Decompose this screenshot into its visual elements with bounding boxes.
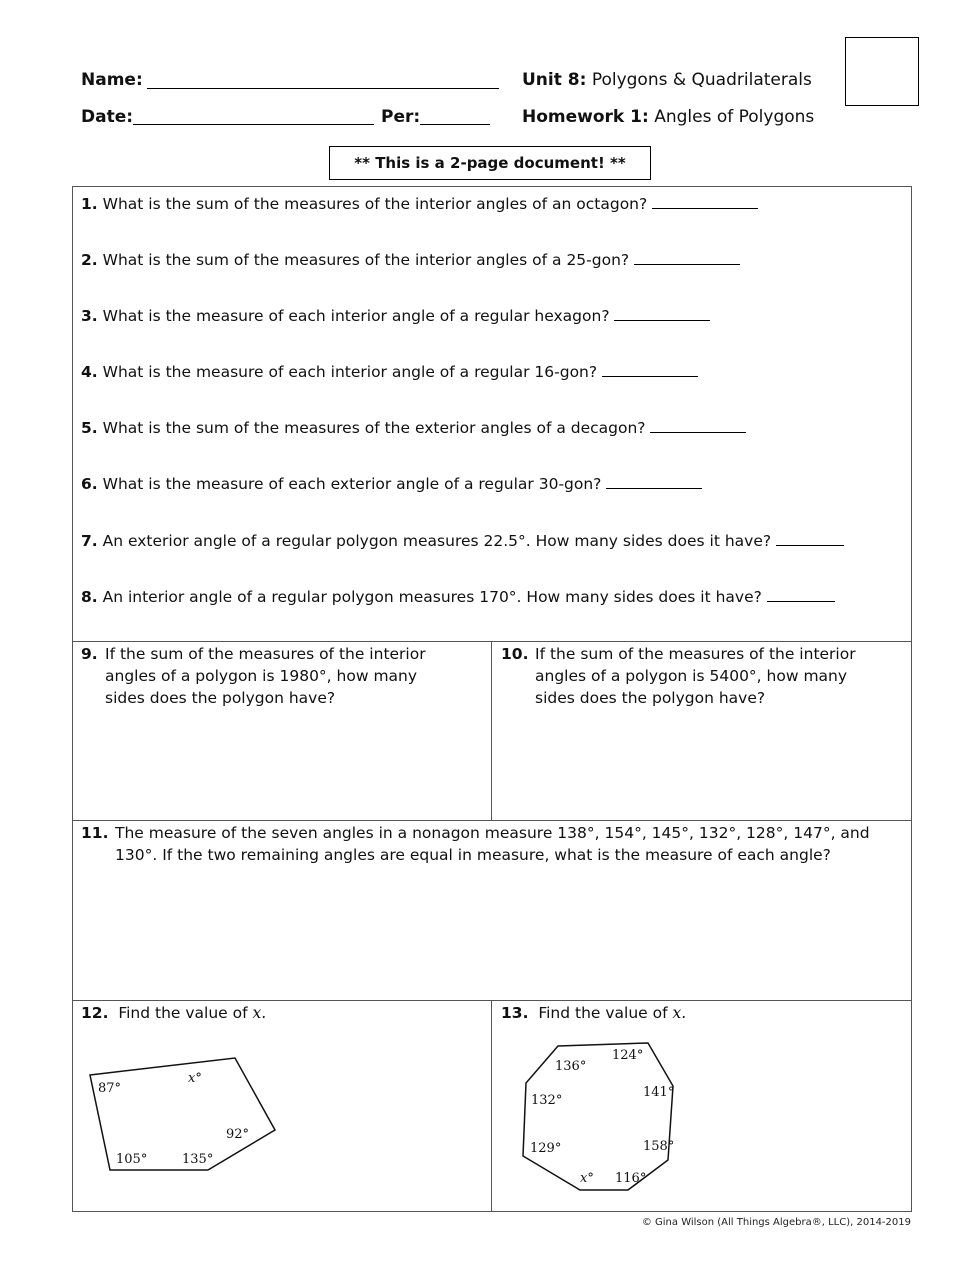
- answer-blank[interactable]: [606, 474, 702, 489]
- angle-label: 129°: [530, 1141, 562, 1156]
- question-11: [81, 822, 901, 866]
- question-number: 1.: [81, 195, 98, 213]
- question-4: [81, 361, 698, 383]
- angle-label: 92°: [226, 1127, 250, 1142]
- angle-label: 135°: [182, 1152, 214, 1167]
- question-text: What is the measure of each exterior angle of a regular 30-gon?: [102, 475, 602, 493]
- question-number: 8.: [81, 588, 98, 606]
- answer-blank[interactable]: [602, 362, 698, 377]
- question-text: What is the measure of each interior angle of a regular hexagon?: [102, 307, 610, 325]
- angle-label: x°: [580, 1171, 594, 1186]
- divider: [72, 820, 912, 821]
- octagon-outline: [523, 1043, 673, 1190]
- divider: [72, 641, 912, 642]
- question-8: [81, 586, 835, 608]
- question-number: 7.: [81, 532, 98, 550]
- question-text: If the sum of the measures of the interior angles of a polygon is 5400°, how many sides does the polygon have?: [535, 645, 856, 707]
- divider: [72, 1000, 912, 1001]
- two-page-notice: ** This is a 2-page document! **: [329, 146, 651, 180]
- question-number: 12.: [81, 1004, 109, 1022]
- question-text: The measure of the seven angles in a nonagon measure 138°, 154°, 145°, 132°, 128°, 147°, and 130°. If the two remaining angles are equal in measure, what is the measure of each angle?: [115, 824, 870, 864]
- question-9: [81, 643, 461, 709]
- answer-blank[interactable]: [652, 194, 758, 209]
- question-text: Find the value of: [118, 1004, 248, 1022]
- question-number: 10.: [501, 645, 529, 663]
- angle-label: 105°: [116, 1152, 148, 1167]
- question-text: If the sum of the measures of the interior angles of a polygon is 1980°, how many sides does the polygon have?: [105, 645, 426, 707]
- homework-heading: [522, 107, 814, 127]
- angle-label: 87°: [98, 1081, 122, 1096]
- question-text: What is the sum of the measures of the interior angles of an octagon?: [102, 195, 648, 213]
- question-number: 5.: [81, 419, 98, 437]
- question-number: 6.: [81, 475, 98, 493]
- question-3: [81, 305, 710, 327]
- angle-label: 124°: [612, 1048, 644, 1063]
- question-7: [81, 530, 844, 552]
- question-number: 2.: [81, 251, 98, 269]
- question-text: Find the value of: [538, 1004, 668, 1022]
- question-number: 3.: [81, 307, 98, 325]
- question-text: What is the sum of the measures of the exterior angles of a decagon?: [102, 419, 646, 437]
- answer-blank[interactable]: [776, 531, 844, 546]
- question-text: An interior angle of a regular polygon measures 170°. How many sides does it have?: [102, 588, 762, 606]
- pentagon-figure: [80, 1040, 280, 1180]
- homework-label: Homework 1:: [522, 107, 649, 127]
- variable-x: x.: [252, 1004, 267, 1022]
- question-1: [81, 193, 758, 215]
- question-number: 9.: [81, 645, 98, 663]
- answer-blank[interactable]: [767, 587, 835, 602]
- unit-title: Polygons & Quadrilaterals: [591, 70, 812, 90]
- homework-title: Angles of Polygons: [654, 107, 815, 127]
- angle-label: 141°: [643, 1085, 675, 1100]
- date-input-line[interactable]: [133, 124, 374, 125]
- per-label: Per:: [381, 107, 421, 127]
- copyright: © Gina Wilson (All Things Algebra®, LLC), 2014-2019: [641, 1217, 911, 1228]
- divider: [491, 641, 492, 820]
- angle-label: 132°: [531, 1093, 563, 1108]
- unit-heading: [522, 70, 812, 90]
- octagon-figure: [518, 1038, 683, 1198]
- divider: [491, 1000, 492, 1212]
- question-text: What is the sum of the measures of the interior angles of a 25-gon?: [102, 251, 630, 269]
- answer-blank[interactable]: [614, 306, 710, 321]
- question-12: [81, 1002, 266, 1024]
- question-6: [81, 473, 702, 495]
- per-input-line[interactable]: [420, 124, 490, 125]
- name-input-line[interactable]: [147, 88, 499, 89]
- angle-label: 116°: [615, 1171, 647, 1186]
- variable-x: x.: [672, 1004, 687, 1022]
- question-10: [501, 643, 891, 709]
- angle-label: 136°: [555, 1059, 587, 1074]
- question-number: 4.: [81, 363, 98, 381]
- date-label: Date:: [81, 107, 134, 127]
- question-number: 11.: [81, 824, 109, 842]
- angle-label: x°: [188, 1071, 202, 1086]
- angle-label: 158°: [643, 1139, 675, 1154]
- answer-blank[interactable]: [650, 418, 746, 433]
- unit-label: Unit 8:: [522, 70, 587, 90]
- score-box: [845, 37, 919, 106]
- question-text: What is the measure of each interior angle of a regular 16-gon?: [102, 363, 598, 381]
- question-text: An exterior angle of a regular polygon measures 22.5°. How many sides does it have?: [102, 532, 772, 550]
- answer-blank[interactable]: [634, 250, 740, 265]
- question-number: 13.: [501, 1004, 529, 1022]
- question-13: [501, 1002, 686, 1024]
- name-label: Name:: [81, 70, 143, 90]
- question-5: [81, 417, 746, 439]
- question-2: [81, 249, 740, 271]
